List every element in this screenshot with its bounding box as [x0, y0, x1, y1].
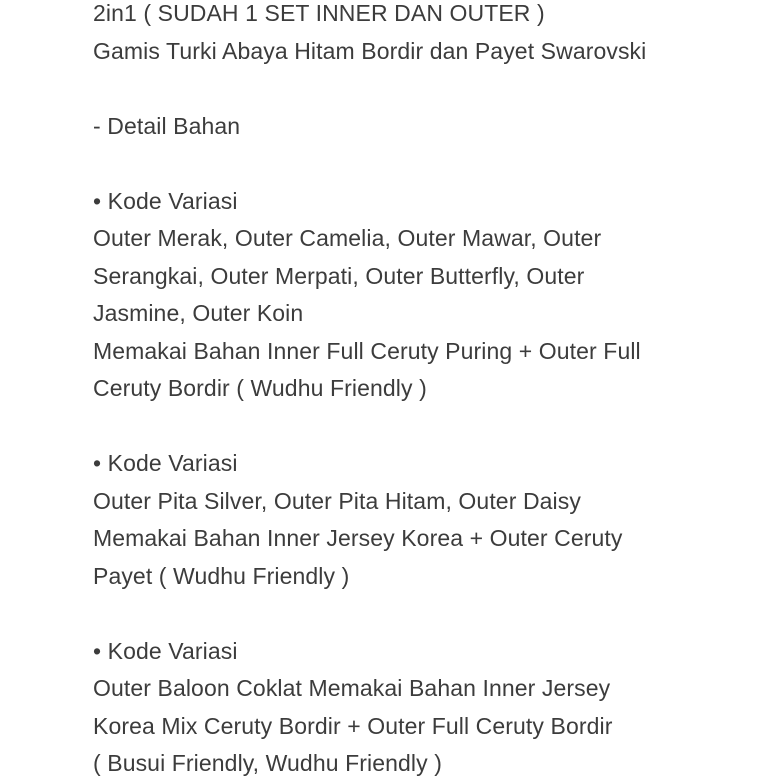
product-title: Gamis Turki Abaya Hitam Bordir dan Payet Swarovski: [93, 37, 647, 64]
variation-3-line: Korea Mix Ceruty Bordir + Outer Full Ceruty Bordir: [93, 712, 613, 739]
variation-heading-2: • Kode Variasi: [93, 450, 238, 476]
variation-1-line: Serangkai, Outer Merpati, Outer Butterfly, Outer: [93, 262, 585, 289]
blank-line: [93, 70, 733, 108]
variation-1-line: Jasmine, Outer Koin: [93, 300, 304, 326]
product-description-text: [93, 0, 733, 780]
variation-3-line: ( Busui Friendly, Wudhu Friendly ): [93, 750, 442, 776]
variation-1-line: Ceruty Bordir ( Wudhu Friendly ): [93, 375, 427, 401]
blank-line: [93, 145, 733, 183]
variation-2-line: Memakai Bahan Inner Jersey Korea + Outer Ceruty: [93, 525, 623, 551]
variation-heading-3: • Kode Variasi: [93, 637, 238, 664]
detail-heading: - Detail Bahan: [93, 112, 241, 139]
header-line: 2in1 ( SUDAH 1 SET INNER DAN OUTER ): [93, 0, 545, 26]
variation-2-line: Outer Pita Silver, Outer Pita Hitam, Outer Daisy: [93, 487, 581, 514]
variation-heading-1: • Kode Variasi: [93, 187, 238, 214]
variation-2-line: Payet ( Wudhu Friendly ): [93, 562, 350, 589]
variation-1-line: Memakai Bahan Inner Full Ceruty Puring + Outer Full: [93, 337, 641, 364]
variation-3-line: Outer Baloon Coklat Memakai Bahan Inner Jersey: [93, 675, 611, 701]
blank-line: [93, 408, 733, 446]
blank-line: [93, 595, 733, 633]
variation-1-line: Outer Merak, Outer Camelia, Outer Mawar, Outer: [93, 225, 602, 251]
